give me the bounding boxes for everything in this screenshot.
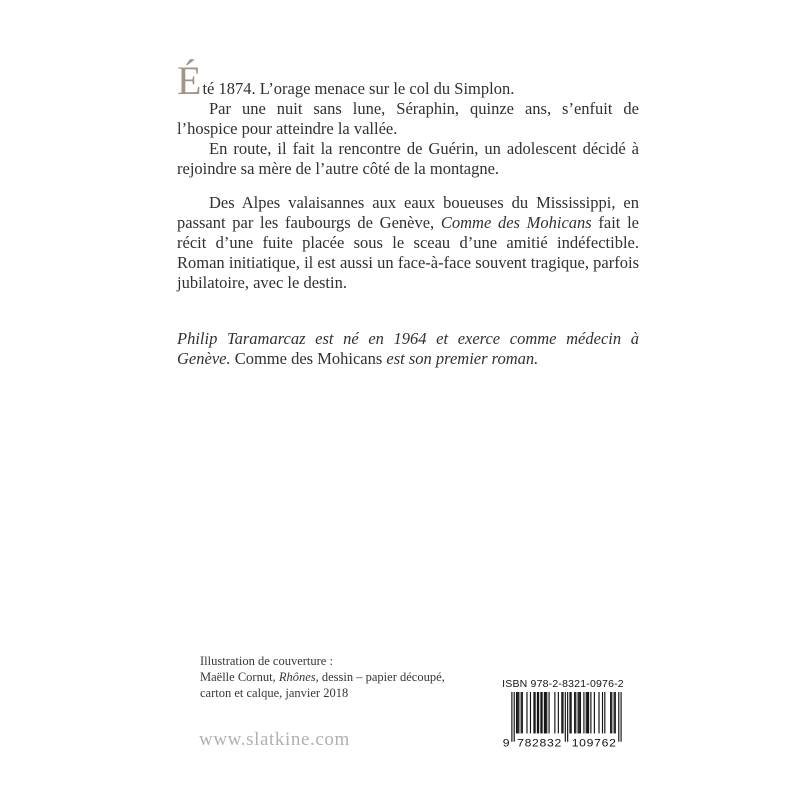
synopsis-paragraph-4: [177, 193, 639, 293]
credit-line-3: carton et calque, janvier 2018: [200, 686, 349, 700]
svg-text:9: 9: [502, 737, 510, 750]
isbn-label: ISBN 978-2-8321-0976-2: [502, 678, 624, 690]
credit-artist: Maëlle Cornut,: [200, 670, 279, 684]
synopsis-p4-text-after: fait le récit d’une fuite placée sous le sceau d’une amitié indéfectible. Roman initiatique, il est aussi un face-à-face souvent tragique, parfois jubilatoire, avec le destin.: [177, 213, 639, 292]
author-bio-book-title: Comme des Mohicans: [234, 349, 383, 368]
synopsis-p4-text-before: Des Alpes valaisannes aux eaux boueuses du Mississippi, en passant par les faubourgs de Genève,: [177, 193, 639, 232]
credit-artwork-title: Rhônes: [278, 670, 316, 684]
synopsis: [177, 58, 639, 369]
publisher-website: www.slatkine.com: [199, 729, 350, 750]
author-bio-after: est son premier roman.: [382, 349, 539, 368]
synopsis-paragraph-3: En route, il fait la rencontre de Guérin, un adolescent décidé à rejoindre sa mère de l’autre côté de la montagne.: [177, 139, 639, 178]
initial-cap: É: [177, 58, 202, 103]
book-title: Comme des Mohicans: [440, 213, 592, 232]
barcode-block: [502, 678, 624, 750]
svg-text:109762: 109762: [571, 737, 616, 750]
synopsis-paragraph-2: Par une nuit sans lune, Séraphin, quinze ans, s’enfuit de l’hospice pour atteindre la vallée.: [177, 99, 639, 138]
author-bio: [177, 329, 639, 369]
ean-barcode: [502, 692, 624, 750]
synopsis-paragraph-1: [177, 58, 639, 103]
synopsis-p1-text: té 1874. L’orage menace sur le col du Simplon.: [202, 79, 515, 98]
cover-illustration-credit: [200, 653, 445, 701]
credit-line-2: [200, 669, 445, 685]
author-bio-before: Philip Taramarcaz est né en 1964 et exerce comme médecin à Genève.: [177, 329, 639, 368]
credit-line-1: Illustration de couverture :: [200, 654, 333, 668]
svg-text:782832: 782832: [517, 737, 562, 750]
credit-medium: , dessin – papier découpé,: [315, 670, 445, 684]
